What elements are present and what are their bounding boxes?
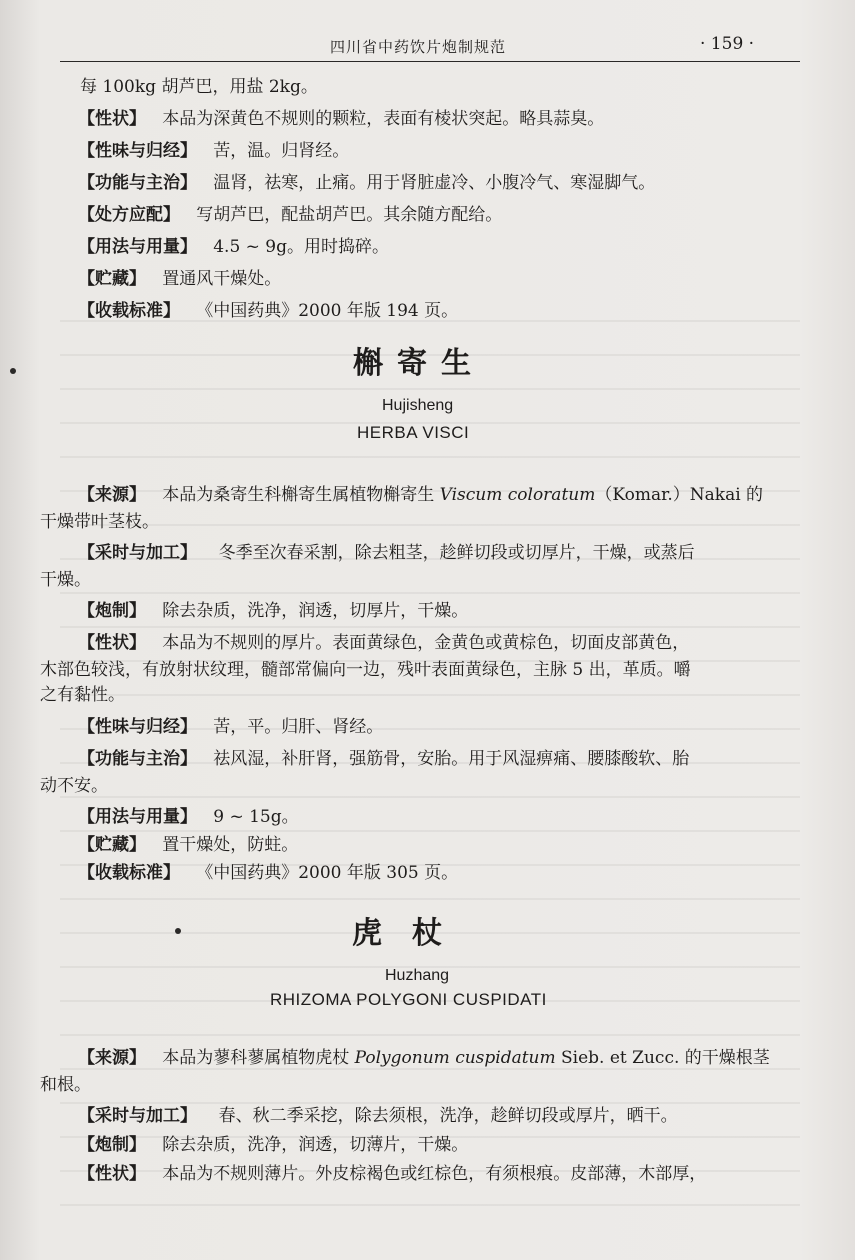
bullet-mark xyxy=(175,928,181,934)
section-text: 苦，平。归肝、肾经。 xyxy=(213,717,384,737)
entry-latin: RHIZOMA POLYGONI CUSPIDATI xyxy=(270,990,547,1009)
section-text: Sieb. et Zucc. 的干燥根茎 xyxy=(561,1048,770,1068)
section-text: 温肾，祛寒，止痛。用于肾脏虚冷、小腹冷气、寒湿脚气。 xyxy=(213,173,656,193)
section-tag: 【用法与用量】 xyxy=(78,807,197,827)
entry-title: 槲寄生 xyxy=(353,346,485,381)
section-text: 本品为不规则的厚片。表面黄绿色，金黄色或黄棕色，切面皮部黄色， xyxy=(162,633,690,653)
section-tag: 【用法与用量】 xyxy=(78,237,197,257)
section-tag: 【贮藏】 xyxy=(78,835,146,855)
species-name: Polygonum cuspidatum xyxy=(354,1048,556,1068)
entry-pinyin: Huzhang xyxy=(385,967,450,984)
section-text: 9 ~ 15g。 xyxy=(213,807,299,827)
section-text: 置通风干燥处。 xyxy=(162,269,282,289)
section-tag: 【性状】 xyxy=(78,109,146,129)
prev-xingzhuang xyxy=(78,108,604,130)
e1-gongneng xyxy=(78,748,689,770)
e1-xingzhuang-cont2: 之有黏性。 xyxy=(40,685,125,705)
e2-laiyuan-cont: 和根。 xyxy=(40,1075,91,1095)
scan-mark xyxy=(10,368,16,374)
section-tag: 【炮制】 xyxy=(78,1135,146,1155)
species-name: Viscum coloratum xyxy=(439,485,596,505)
e2-paozhi xyxy=(78,1134,468,1156)
section-text: 本品为不规则薄片。外皮棕褐色或红棕色，有须根痕。皮部薄，木部厚， xyxy=(162,1164,707,1184)
header-rule xyxy=(60,61,800,62)
e1-caishi-cont: 干燥。 xyxy=(40,570,91,590)
section-tag: 【处方应配】 xyxy=(78,205,180,225)
section-text: 置干燥处，防蛀。 xyxy=(162,835,299,855)
section-tag: 【来源】 xyxy=(78,485,146,505)
section-tag: 【来源】 xyxy=(78,1048,146,1068)
section-text: （Komar.）Nakai 的 xyxy=(595,485,764,505)
section-tag: 【收载标准】 xyxy=(78,863,180,883)
prev-zhucang xyxy=(78,268,281,290)
entry-title: 虎杖 xyxy=(352,916,472,951)
e1-xingzhuang-cont1: 木部色较浅，有放射状纹理，髓部常偏向一边，残叶表面黄绿色，主脉 5 出，革质。嚼 xyxy=(40,660,691,680)
e1-yongfa xyxy=(78,806,299,828)
section-text: 祛风湿，补肝肾，强筋骨，安胎。用于风湿痹痛、腰膝酸软、胎 xyxy=(213,749,690,769)
section-text: 除去杂质，洗净，润透，切厚片，干燥。 xyxy=(162,601,469,621)
section-tag: 【贮藏】 xyxy=(78,269,146,289)
running-header xyxy=(60,28,800,62)
section-text: 本品为桑寄生科槲寄生属植物槲寄生 xyxy=(162,485,435,505)
section-text: 4.5 ~ 9g。用时捣碎。 xyxy=(213,237,390,257)
entry-latin: HERBA VISCI xyxy=(357,423,470,442)
section-tag: 【收载标准】 xyxy=(78,301,180,321)
section-text: 《中国药典》2000 年版 194 页。 xyxy=(196,301,459,321)
header-title: 四川省中药饮片炮制规范 xyxy=(330,38,507,56)
section-tag: 【功能与主治】 xyxy=(78,749,197,769)
section-tag: 【性味与归经】 xyxy=(78,141,197,161)
e1-caishi xyxy=(78,542,695,564)
section-text: 除去杂质，洗净，润透，切薄片，干燥。 xyxy=(162,1135,469,1155)
section-tag: 【采时与加工】 xyxy=(78,543,197,563)
e2-xingzhuang xyxy=(78,1163,706,1185)
e2-caishi xyxy=(78,1105,678,1127)
section-text: 《中国药典》2000 年版 305 页。 xyxy=(196,863,459,883)
section-tag: 【功能与主治】 xyxy=(78,173,197,193)
section-text: 苦，温。归肾经。 xyxy=(213,141,350,161)
prev-xingwei xyxy=(78,140,349,162)
section-text: 写胡芦巴，配盐胡芦巴。其余随方配给。 xyxy=(196,205,503,225)
e1-laiyuan xyxy=(78,484,763,506)
section-tag: 【炮制】 xyxy=(78,601,146,621)
section-tag: 【性状】 xyxy=(78,633,146,653)
section-text: 本品为蓼科蓼属植物虎杖 xyxy=(162,1048,350,1068)
e1-zhucang xyxy=(78,834,298,856)
prev-gongneng xyxy=(78,172,655,194)
bleed-through-shadow xyxy=(60,320,800,1220)
e1-gongneng-cont: 动不安。 xyxy=(40,776,108,796)
prev-yongfa xyxy=(78,236,389,258)
e1-xingzhuang xyxy=(78,632,689,654)
section-tag: 【性状】 xyxy=(78,1164,146,1184)
prev-shouzai xyxy=(78,300,458,322)
e2-laiyuan xyxy=(78,1047,770,1069)
section-text: 本品为深黄色不规则的颗粒，表面有棱状突起。略具蒜臭。 xyxy=(162,109,605,129)
section-text: 冬季至次春采割，除去粗茎，趁鲜切段或切厚片，干燥，或蒸后 xyxy=(218,543,695,563)
page-number: · 159 · xyxy=(700,34,755,54)
section-tag: 【采时与加工】 xyxy=(78,1106,197,1126)
e1-paozhi xyxy=(78,600,468,622)
section-text: 春、秋二季采挖，除去须根，洗净，趁鲜切段或厚片，晒干。 xyxy=(218,1106,678,1126)
section-tag: 【性味与归经】 xyxy=(78,717,197,737)
prev-intro-line: 每 100kg 胡芦巴，用盐 2kg。 xyxy=(80,77,318,97)
e1-laiyuan-cont: 干燥带叶茎枝。 xyxy=(40,512,159,532)
entry-pinyin: Hujisheng xyxy=(382,397,454,414)
e1-shouzai xyxy=(78,862,458,884)
e1-xingwei xyxy=(78,716,383,738)
prev-chufang xyxy=(78,204,502,226)
